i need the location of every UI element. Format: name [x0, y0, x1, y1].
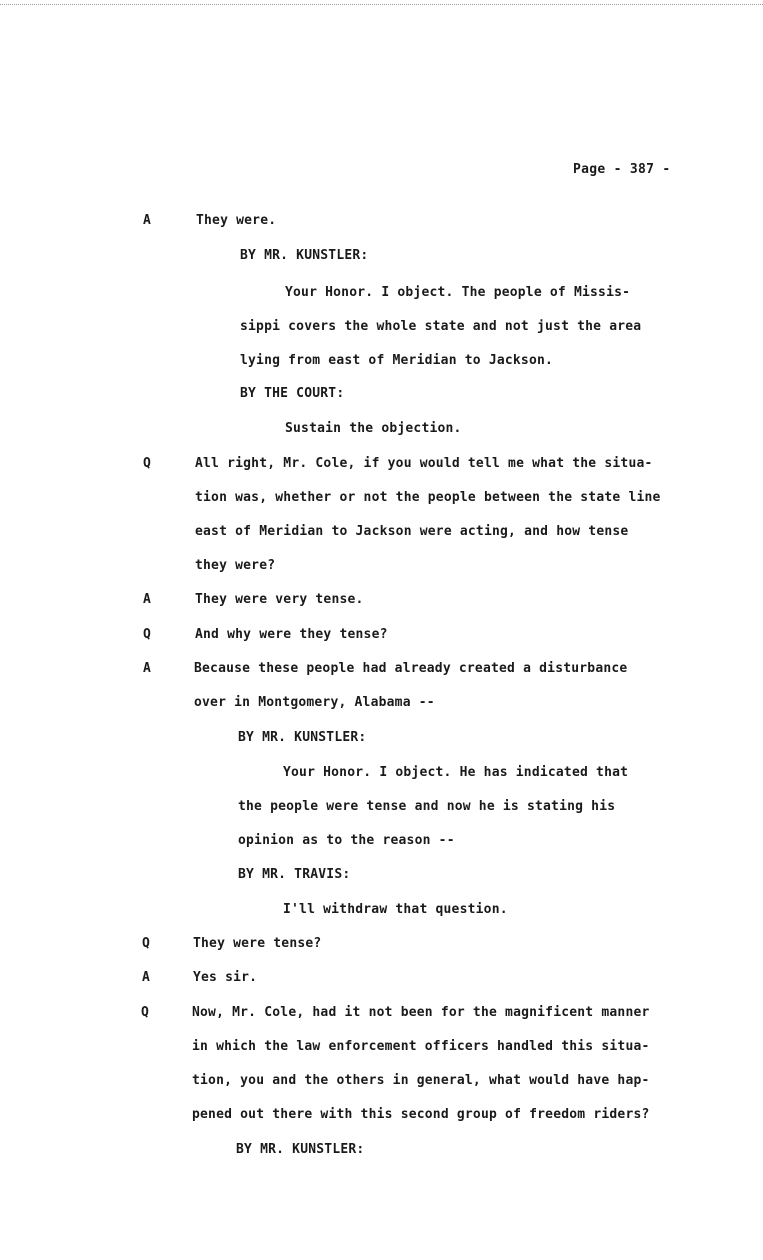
speaker-label-answer: A — [143, 592, 151, 607]
speaker-label-question: Q — [142, 936, 150, 951]
question-line: They were tense? — [193, 936, 322, 951]
page-number: Page - 387 - — [573, 162, 671, 177]
speaker-label-answer: A — [142, 970, 150, 985]
question-line: tion was, whether or not the people between the state line — [195, 490, 661, 505]
speaker-heading: BY MR. KUNSTLER: — [236, 1142, 365, 1157]
answer-line: Yes sir. — [193, 970, 258, 985]
speaker-heading: BY MR. KUNSTLER: — [238, 730, 367, 745]
statement-line: sippi covers the whole state and not just the area — [240, 319, 642, 334]
speaker-heading: BY THE COURT: — [240, 386, 345, 401]
question-line: tion, you and the others in general, what would have hap- — [192, 1073, 650, 1088]
statement-line: opinion as to the reason -- — [238, 833, 455, 848]
question-line: they were? — [195, 558, 276, 573]
statement-line: the people were tense and now he is stating his — [238, 799, 616, 814]
speaker-label-question: Q — [143, 627, 151, 642]
page-top-edge — [0, 0, 763, 5]
statement-line: I'll withdraw that question. — [283, 902, 508, 917]
question-line: east of Meridian to Jackson were acting, and how tense — [195, 524, 629, 539]
speaker-label-answer: A — [143, 213, 151, 228]
answer-line: They were very tense. — [195, 592, 364, 607]
statement-line: Your Honor. I object. The people of Missis- — [285, 285, 631, 300]
speaker-heading: BY MR. TRAVIS: — [238, 867, 351, 882]
speaker-heading: BY MR. KUNSTLER: — [240, 248, 369, 263]
speaker-label-question: Q — [143, 456, 151, 471]
statement-line: Your Honor. I object. He has indicated that — [283, 765, 629, 780]
question-line: Now, Mr. Cole, had it not been for the magnificent manner — [192, 1005, 650, 1020]
question-line: All right, Mr. Cole, if you would tell me what the situa- — [195, 456, 653, 471]
answer-line: They were. — [196, 213, 277, 228]
question-line: And why were they tense? — [195, 627, 388, 642]
question-line: pened out there with this second group of freedom riders? — [192, 1107, 650, 1122]
question-line: in which the law enforcement officers handled this situa- — [192, 1039, 650, 1054]
speaker-label-question: Q — [141, 1005, 149, 1020]
answer-line: over in Montgomery, Alabama -- — [194, 695, 435, 710]
answer-line: Because these people had already created a disturbance — [194, 661, 628, 676]
speaker-label-answer: A — [143, 661, 151, 676]
statement-line: Sustain the objection. — [285, 421, 462, 436]
statement-line: lying from east of Meridian to Jackson. — [240, 353, 554, 368]
